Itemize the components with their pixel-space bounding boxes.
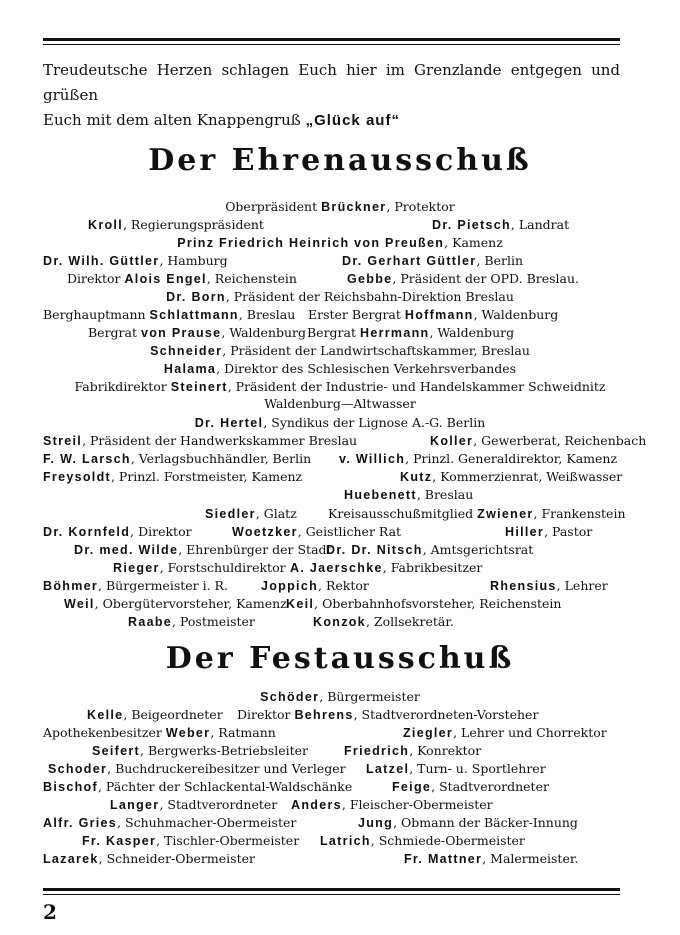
- member-role: , Präsident der Reichsbahn-Direktion Breslau: [225, 289, 514, 304]
- member-name: Dr. Born: [166, 290, 226, 304]
- member-name: Rhensius: [490, 579, 557, 593]
- member-role: , Lehrer und Chorrektor: [453, 725, 607, 740]
- member-entry: [43, 306, 295, 324]
- member-name: Zwiener: [477, 507, 534, 521]
- committee-line: [0, 505, 680, 523]
- committee-line: [0, 778, 680, 796]
- member-entry: [0, 288, 680, 306]
- page-number: 2: [43, 900, 57, 924]
- member-entry: [308, 306, 558, 324]
- member-name: Behrens: [294, 708, 354, 722]
- member-name: v. Willich: [339, 452, 406, 466]
- member-role: , Pächter der Schlackental-Waldschänke: [97, 779, 353, 794]
- member-role: , Breslau: [238, 307, 296, 322]
- member-name: Steinert: [170, 380, 228, 394]
- glueck-auf-greeting: „Glück auf“: [305, 112, 400, 129]
- committee-line: [0, 198, 680, 216]
- member-name: A. Jaerschke: [290, 561, 383, 575]
- member-entry: [48, 760, 346, 778]
- member-role: , Verlagsbuchhändler, Berlin: [130, 451, 312, 466]
- member-entry: [237, 706, 538, 724]
- member-role: , Regierungspräsident: [122, 217, 264, 232]
- committee-line: [0, 595, 680, 613]
- member-role: , Turn- u. Sportlehrer: [409, 761, 546, 776]
- member-entry: [291, 796, 493, 814]
- member-entry: [261, 577, 369, 595]
- member-entry: [43, 468, 302, 486]
- member-entry: [0, 688, 680, 706]
- member-role: , Lehrer: [556, 578, 608, 593]
- member-entry: [366, 760, 546, 778]
- member-entry: [339, 450, 617, 468]
- member-prefix: Berghauptmann: [43, 307, 150, 322]
- member-name: Konzok: [313, 615, 366, 629]
- member-entry: [67, 270, 297, 288]
- member-name: Feige: [392, 780, 432, 794]
- member-name: Lazarek: [43, 852, 99, 866]
- committee-line: [0, 559, 680, 577]
- committee-line: [0, 324, 680, 342]
- member-name: Woetzker: [232, 525, 298, 539]
- member-prefix: Apothekenbesitzer: [43, 725, 166, 740]
- member-role: , Frankenstein: [533, 506, 626, 521]
- member-entry: [0, 234, 680, 252]
- committee-line: [0, 577, 680, 595]
- member-role: , Waldenburg: [221, 325, 307, 340]
- member-role: , Reichenstein: [206, 271, 297, 286]
- member-role: , Stadtverordneter: [159, 797, 278, 812]
- member-name: Koller: [430, 434, 474, 448]
- member-entry: [328, 505, 626, 523]
- member-name: Weil: [64, 597, 95, 611]
- member-role: , Prinzl. Forstmeister, Kamenz: [110, 469, 303, 484]
- member-entry: [430, 432, 646, 450]
- member-role: , Malermeister.: [482, 851, 579, 866]
- member-name: Alfr. Gries: [43, 816, 118, 830]
- member-role: , Obergütervorsteher, Kamenz: [94, 596, 287, 611]
- member-role: , Oberbahnhofsvorsteher, Reichenstein: [314, 596, 562, 611]
- member-role: , Präsident der Landwirtschaftskammer, Breslau: [222, 343, 530, 358]
- member-role: , Waldenburg: [473, 307, 559, 322]
- committee-line: [0, 395, 680, 413]
- member-role: , Ratmann: [210, 725, 276, 740]
- member-role: , Landrat: [510, 217, 570, 232]
- committee-line: [0, 724, 680, 742]
- member-entry: [43, 252, 228, 270]
- member-role: , Tischler-Obermeister: [156, 833, 300, 848]
- member-role: , Präsident der Handwerkskammer Breslau: [82, 433, 358, 448]
- member-entry: [358, 814, 578, 832]
- committee-line: [0, 288, 680, 306]
- member-name: Friedrich: [344, 744, 410, 758]
- member-entry: [344, 486, 473, 504]
- member-role: , Fabrikbesitzer: [382, 560, 483, 575]
- committee-line: [0, 216, 680, 234]
- top-rule: [43, 38, 620, 41]
- member-name: Kelle: [87, 708, 124, 722]
- member-role: , Syndikus der Lignose A.-G. Berlin: [263, 415, 486, 430]
- member-entry: [0, 395, 680, 413]
- member-role: , Zollsekretär.: [365, 614, 454, 629]
- member-entry: [403, 724, 607, 742]
- committee-line: [0, 414, 680, 432]
- member-name: Dr. Gerhart Güttler: [342, 254, 477, 268]
- member-entry: [232, 523, 401, 541]
- member-role: , Bürgermeister: [319, 689, 420, 704]
- member-entry: [87, 706, 223, 724]
- member-role: , Direktor: [130, 524, 192, 539]
- member-role: , Rektor: [318, 578, 369, 593]
- member-role: , Fleischer-Obermeister: [341, 797, 493, 812]
- member-name: Siedler: [205, 507, 256, 521]
- member-entry: [110, 796, 277, 814]
- intro-line-2: [43, 108, 620, 133]
- member-name: Huebenett: [344, 488, 417, 502]
- member-name: Anders: [291, 798, 342, 812]
- member-role: , Berlin: [476, 253, 524, 268]
- member-name: Brückner: [321, 200, 387, 214]
- member-role: , Präsident der OPD. Breslau.: [392, 271, 580, 286]
- member-entry: [43, 523, 192, 541]
- member-entry: [286, 595, 561, 613]
- member-entry: [320, 832, 525, 850]
- member-name: Böhmer: [43, 579, 99, 593]
- committee-line: [0, 706, 680, 724]
- member-entry: [43, 778, 352, 796]
- member-role: , Bergwerks-Betriebsleiter: [140, 743, 308, 758]
- member-name: Joppich: [261, 579, 319, 593]
- member-entry: [392, 778, 549, 796]
- member-name: Herrmann: [360, 326, 430, 340]
- member-role: , Glatz: [255, 506, 297, 521]
- committee-line: [0, 796, 680, 814]
- intro-text: [43, 58, 620, 133]
- member-entry: [490, 577, 608, 595]
- member-name: Halama: [163, 362, 217, 376]
- member-entry: [113, 559, 286, 577]
- member-name: Gebbe: [347, 272, 393, 286]
- member-role: , Geistlicher Rat: [297, 524, 402, 539]
- member-name: Schoder: [48, 762, 108, 776]
- member-name: Prinz Friedrich Heinrich von Preußen: [177, 236, 445, 250]
- member-entry: [43, 577, 228, 595]
- committee-line: [0, 850, 680, 868]
- member-role: , Schmiede-Obermeister: [370, 833, 525, 848]
- member-role: , Kommerzienrat, Weißwasser: [432, 469, 623, 484]
- member-entry: [344, 742, 481, 760]
- member-entry: [43, 724, 276, 742]
- committee-line: [0, 688, 680, 706]
- member-name: Seifert: [92, 744, 141, 758]
- member-name: Dr. Wilh. Güttler: [43, 254, 160, 268]
- member-entry: [0, 360, 680, 378]
- committee-line: [0, 468, 680, 486]
- member-entry: [82, 832, 299, 850]
- member-prefix: Bergrat: [88, 325, 141, 340]
- member-prefix: Oberpräsident: [225, 199, 322, 214]
- member-entry: [342, 252, 523, 270]
- member-entry: [88, 324, 306, 342]
- member-role: , Schuhmacher-Obermeister: [117, 815, 297, 830]
- committee-line: [0, 486, 680, 504]
- committee-line: [0, 814, 680, 832]
- intro-line-2-text: Euch mit dem alten Knappengruß: [43, 111, 301, 129]
- member-name: Langer: [110, 798, 160, 812]
- member-name: Dr. Pietsch: [432, 218, 511, 232]
- member-prefix: Erster Bergrat: [308, 307, 405, 322]
- member-role: , Schneider-Obermeister: [98, 851, 255, 866]
- member-name: Ziegler: [403, 726, 454, 740]
- committee-line: [0, 378, 680, 396]
- member-name: Schlattmann: [149, 308, 239, 322]
- member-name: Dr. Hertel: [194, 416, 264, 430]
- member-role: , Prinzl. Generaldirektor, Kamenz: [405, 451, 618, 466]
- member-name: Jung: [358, 816, 394, 830]
- intro-line-1: Treudeutsche Herzen schlagen Euch hier im Grenzlande entgegen und grüßen: [43, 61, 620, 104]
- member-role: , Gewerberat, Reichenbach: [473, 433, 647, 448]
- member-entry: [432, 216, 569, 234]
- member-name: Fr. Kasper: [82, 834, 157, 848]
- committee-line: [0, 523, 680, 541]
- member-name: F. W. Larsch: [43, 452, 131, 466]
- member-prefix: Waldenburg—Altwasser: [264, 396, 416, 411]
- member-role: , Beigeordneter: [123, 707, 223, 722]
- member-role: , Obmann der Bäcker-Innung: [393, 815, 578, 830]
- member-entry: [307, 324, 514, 342]
- ehrenausschuss-heading: Der Ehrenausschuß: [148, 143, 532, 178]
- member-entry: [74, 541, 332, 559]
- member-name: Raabe: [128, 615, 173, 629]
- member-role: , Präsident der Industrie- und Handelskammer Schweidnitz: [227, 379, 606, 394]
- member-role: , Buchdruckereibesitzer und Verleger: [107, 761, 346, 776]
- committee-line: [0, 270, 680, 288]
- member-role: , Protektor: [386, 199, 455, 214]
- committee-line: [0, 234, 680, 252]
- member-entry: [505, 523, 592, 541]
- member-entry: [0, 342, 680, 360]
- member-prefix: Bergrat: [307, 325, 360, 340]
- member-entry: [43, 850, 255, 868]
- member-entry: [92, 742, 308, 760]
- committee-line: [0, 306, 680, 324]
- member-name: Kroll: [88, 218, 123, 232]
- member-name: Schöder: [260, 690, 320, 704]
- member-entry: [43, 450, 311, 468]
- member-role: , Stadtverordneter: [431, 779, 549, 794]
- member-name: Freysoldt: [43, 470, 111, 484]
- member-role: , Postmeister: [172, 614, 255, 629]
- member-role: , Stadtverordneten-Vorsteher: [353, 707, 539, 722]
- member-role: , Pastor: [544, 524, 593, 539]
- member-entry: [43, 814, 296, 832]
- member-role: , Bürgermeister i. R.: [98, 578, 228, 593]
- member-name: Fr. Mattner: [404, 852, 483, 866]
- member-name: Bischof: [43, 780, 98, 794]
- member-entry: [404, 850, 578, 868]
- member-name: Dr. med. Wilde: [74, 543, 179, 557]
- committee-line: [0, 742, 680, 760]
- member-entry: [313, 613, 454, 631]
- member-entry: [326, 541, 533, 559]
- member-name: von Prause: [141, 326, 222, 340]
- member-entry: [88, 216, 264, 234]
- member-entry: [205, 505, 297, 523]
- festausschuss-heading: Der Festausschuß: [165, 641, 515, 676]
- member-name: Schneider: [150, 344, 223, 358]
- committee-line: [0, 541, 680, 559]
- member-name: Rieger: [113, 561, 160, 575]
- member-role: , Konrektor: [409, 743, 482, 758]
- member-entry: [64, 595, 287, 613]
- member-name: Latzel: [366, 762, 410, 776]
- member-name: Dr. Kornfeld: [43, 525, 131, 539]
- member-name: Kutz: [400, 470, 433, 484]
- committee-line: [0, 360, 680, 378]
- member-prefix: Kreisausschußmitglied: [328, 506, 478, 521]
- member-entry: [290, 559, 482, 577]
- member-entry: [347, 270, 579, 288]
- member-entry: [128, 613, 255, 631]
- member-name: Latrich: [320, 834, 371, 848]
- member-role: , Direktor des Schlesischen Verkehrsverbandes: [216, 361, 517, 376]
- member-name: Dr. Dr. Nitsch: [326, 543, 423, 557]
- member-prefix: Fabrikdirektor: [74, 379, 171, 394]
- member-role: , Waldenburg: [429, 325, 515, 340]
- member-role: , Hamburg: [159, 253, 228, 268]
- committee-line: [0, 450, 680, 468]
- committee-line: [0, 832, 680, 850]
- bottom-rule-thin: [43, 894, 620, 895]
- member-name: Hiller: [505, 525, 545, 539]
- member-role: , Kamenz: [444, 235, 503, 250]
- member-role: , Breslau: [416, 487, 474, 502]
- member-entry: [0, 378, 680, 396]
- member-name: Streil: [43, 434, 83, 448]
- member-role: , Forstschuldirektor: [159, 560, 286, 575]
- member-name: Weber: [165, 726, 211, 740]
- member-prefix: Direktor: [237, 707, 295, 722]
- member-entry: [43, 432, 357, 450]
- member-entry: [0, 198, 680, 216]
- member-role: , Amtsgerichtsrat: [422, 542, 534, 557]
- committee-line: [0, 613, 680, 631]
- top-rule-thin: [43, 44, 620, 45]
- member-entry: [400, 468, 622, 486]
- member-entry: [0, 414, 680, 432]
- member-name: Keil: [286, 597, 315, 611]
- member-name: Alois Engel: [124, 272, 207, 286]
- committee-line: [0, 252, 680, 270]
- member-name: Hoffmann: [404, 308, 474, 322]
- committee-line: [0, 432, 680, 450]
- committee-line: [0, 760, 680, 778]
- bottom-rule: [43, 888, 620, 891]
- committee-line: [0, 342, 680, 360]
- member-prefix: Direktor: [67, 271, 125, 286]
- member-role: , Ehrenbürger der Stadt: [178, 542, 332, 557]
